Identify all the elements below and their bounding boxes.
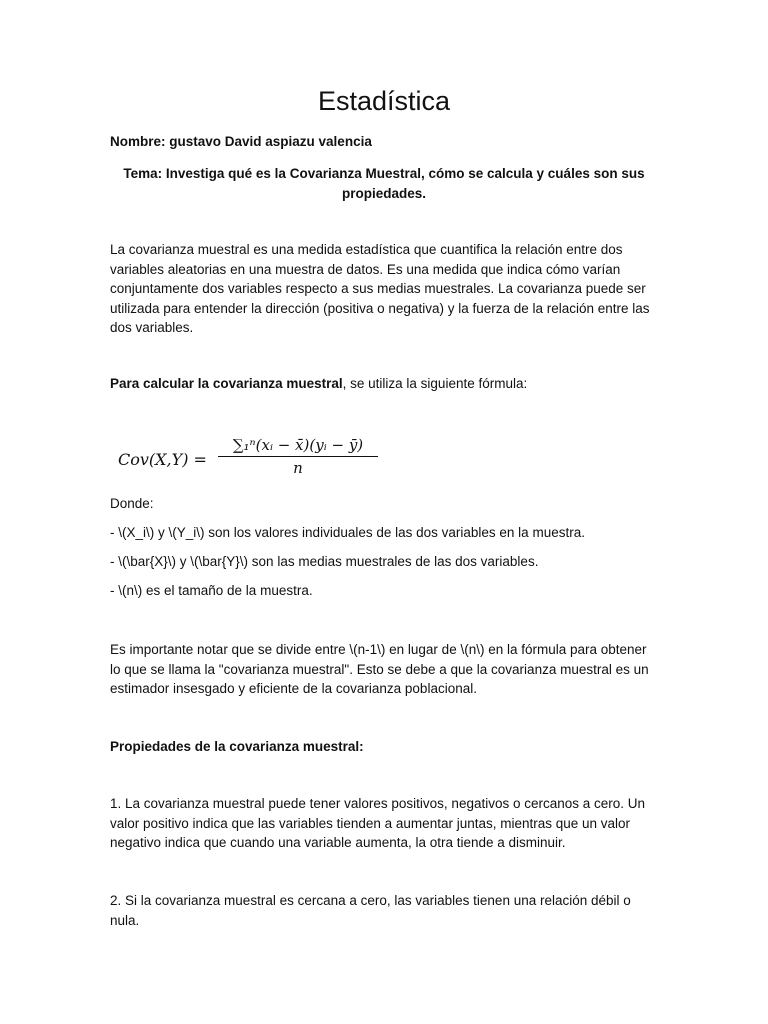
- page-title: Estadística: [317, 86, 451, 116]
- property-1: 1. La covarianza muestral puede tener valores positivos, negativos o cercanos a cero. Un valor positivo indica que las variables tienden a aumentar juntas, mientras que un valor negativo indica que cuando una variable aumenta, la otra tiende a disminuir.: [110, 796, 646, 850]
- author-name-line: Nombre: gustavo David aspiazu valencia: [110, 134, 372, 149]
- formula-lhs: Cov(X,Y) =: [118, 450, 207, 469]
- calc-rest-text: , se utiliza la siguiente fórmula:: [342, 376, 528, 391]
- topic-text: Investiga qué es la Covarianza Muestral, cómo se calcula y cuáles son sus propiedades.: [162, 166, 645, 201]
- fraction-bar: [218, 456, 378, 457]
- property-2: 2. Si la covarianza muestral es cercana a cero, las variables tienen una relación débil o nula.: [110, 893, 631, 928]
- properties-heading: Propiedades de la covarianza muestral:: [110, 739, 364, 754]
- formula-denominator: n: [293, 459, 303, 477]
- calc-bold-text: Para calcular la covarianza muestral: [110, 376, 343, 391]
- calc-intro-line: [110, 374, 650, 394]
- bullet-item: - \(n\) es el tamaño de la muestra.: [110, 583, 313, 598]
- topic-line: [110, 164, 658, 204]
- bullet-item: - \(\bar{X}\) y \(\bar{Y}\) son las medias muestrales de las dos variables.: [110, 554, 539, 569]
- covariance-formula: [118, 436, 378, 486]
- note-paragraph: Es importante notar que se divide entre \(n-1\) en lugar de \(n\) en la fórmula para obtener lo que se llama la "covarianza muestral". Esto se debe a que la covarianza muestral es un estimador insesgado y eficiente de la covarianza poblacional.: [110, 642, 649, 696]
- formula-numerator: ∑₁ⁿ(xᵢ − x̄)(yᵢ − ȳ): [232, 436, 364, 454]
- bullet-item: - \(X_i\) y \(Y_i\) son los valores individuales de las dos variables en la muestra.: [110, 525, 585, 540]
- intro-paragraph: La covarianza muestral es una medida estadística que cuantifica la relación entre dos variables aleatorias en una muestra de datos. Es una medida que indica cómo varían conjuntamente dos variables respecto a sus medias muestrales. La covarianza puede ser utilizada para entender la dirección (positiva o negativa) y la fuerza de la relación entre las dos variables.: [110, 242, 650, 335]
- donde-label: Donde:: [110, 496, 154, 511]
- topic-label: Tema:: [123, 166, 163, 181]
- formula-fraction: [218, 436, 378, 477]
